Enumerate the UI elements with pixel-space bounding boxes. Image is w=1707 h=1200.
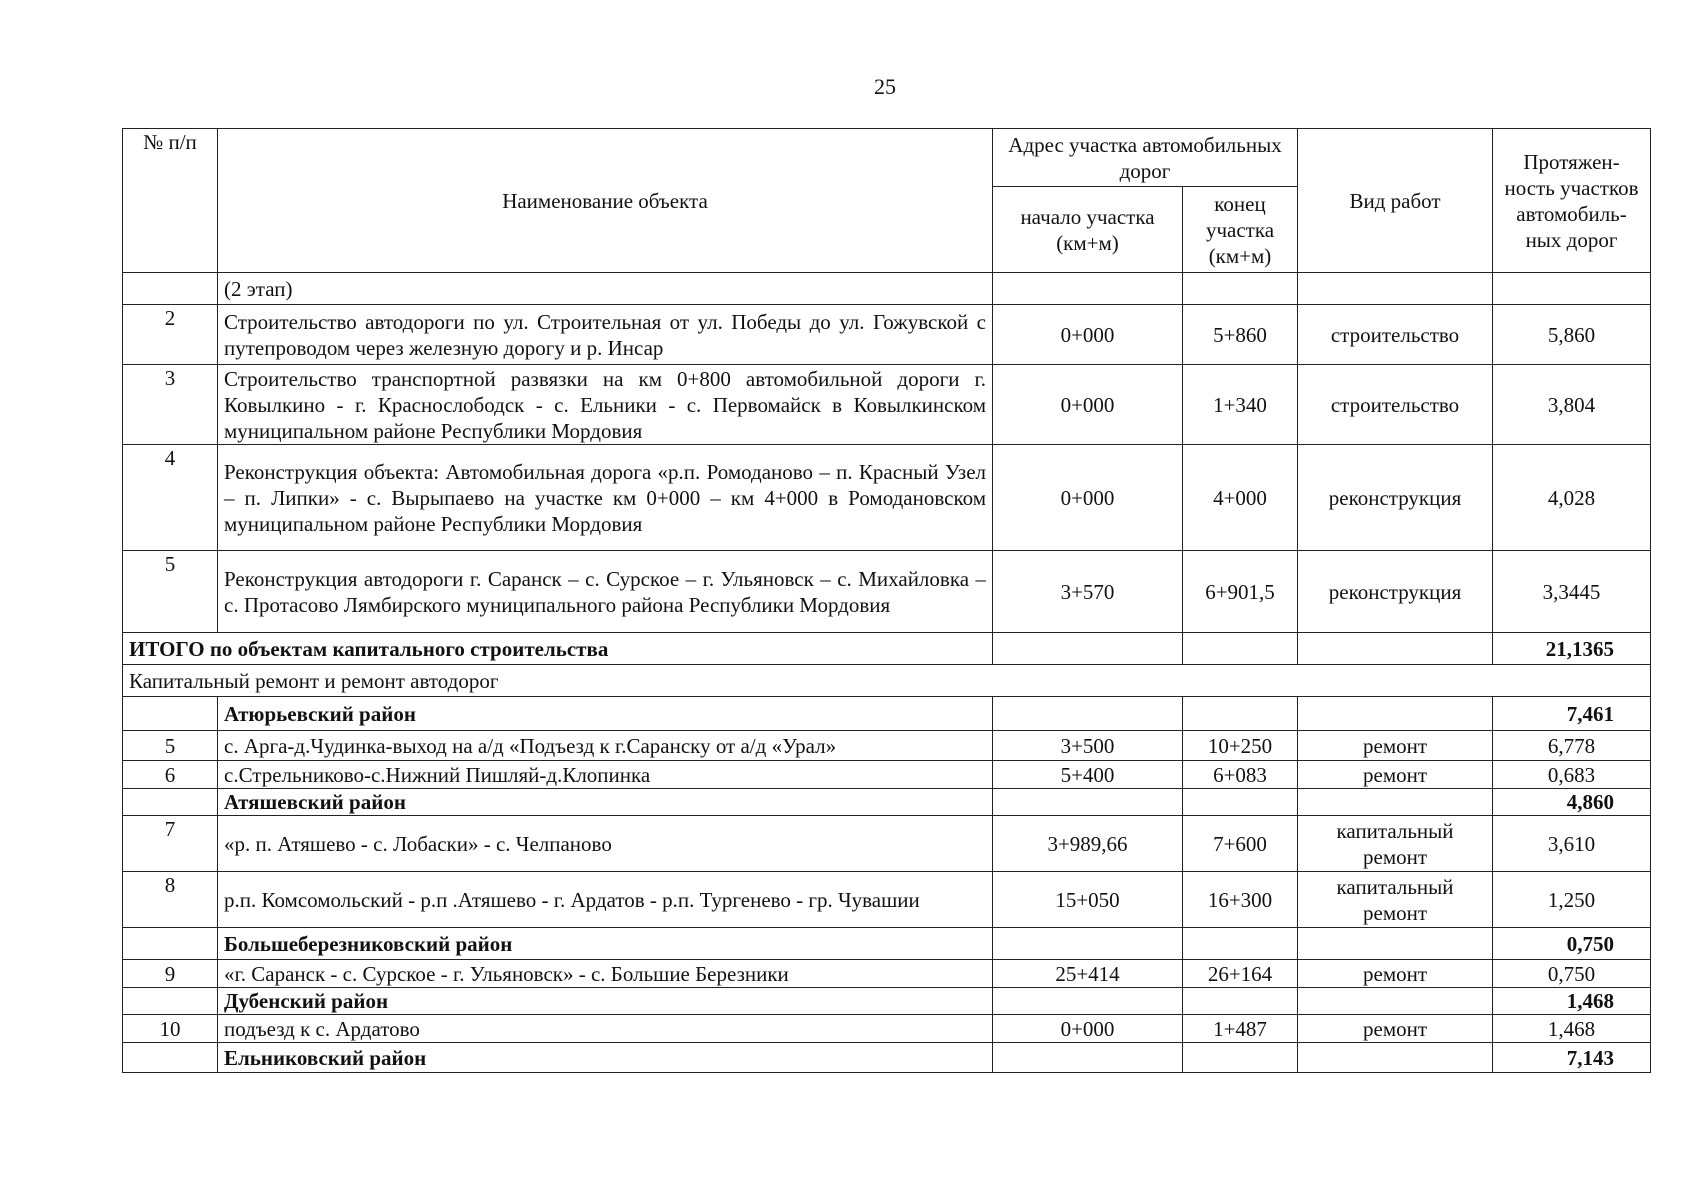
table-row [123, 872, 1651, 928]
end-km: 1+487 [1183, 1015, 1298, 1043]
total-row [123, 633, 1651, 665]
row-num: 10 [123, 1015, 218, 1043]
district-row [123, 928, 1651, 960]
object-name: Строительство транспортной развязки на км 0+800 автомобильной дороги г. Ковылкино - г. Краснослободск - с. Ельники - с. Первомайск в Ковылкинском муниципальном районе Республики Мордовия [218, 365, 993, 445]
row-num: 2 [123, 305, 218, 365]
start-km: 5+400 [993, 761, 1183, 789]
row-num: 4 [123, 445, 218, 551]
object-name: Строительство автодороги по ул. Строительная от ул. Победы до ул. Гожувской с путепроводом через железную дорогу и р. Инсар [218, 305, 993, 365]
work-type: капитальный ремонт [1298, 816, 1493, 872]
district-total: 7,143 [1493, 1043, 1651, 1073]
table-row [123, 816, 1651, 872]
object-name: подъезд к с. Ардатово [218, 1015, 993, 1043]
start-km: 0+000 [993, 1015, 1183, 1043]
table-row [123, 445, 1651, 551]
end-km: 26+164 [1183, 960, 1298, 988]
start-km: 15+050 [993, 872, 1183, 928]
start-km: 3+989,66 [993, 816, 1183, 872]
row-num: 5 [123, 731, 218, 761]
district-row [123, 789, 1651, 816]
length-value: 3,610 [1493, 816, 1651, 872]
start-km: 3+570 [993, 551, 1183, 633]
table-row [123, 365, 1651, 445]
header-end: конец участка (км+м) [1183, 187, 1298, 273]
work-type: ремонт [1298, 960, 1493, 988]
header-row [123, 129, 1651, 187]
row-num: 3 [123, 365, 218, 445]
length-value: 5,860 [1493, 305, 1651, 365]
table-row [123, 273, 1651, 305]
end-km: 7+600 [1183, 816, 1298, 872]
district-total: 4,860 [1493, 789, 1651, 816]
row-num: 5 [123, 551, 218, 633]
district-name: Атяшевский район [218, 789, 993, 816]
header-address: Адрес участка автомобильных дорог [993, 129, 1298, 187]
start-km: 3+500 [993, 731, 1183, 761]
row-num: 6 [123, 761, 218, 789]
district-row [123, 697, 1651, 731]
work-type: капитальный ремонт [1298, 872, 1493, 928]
district-row [123, 1043, 1651, 1073]
section-title: Капитальный ремонт и ремонт автодорог [123, 665, 1651, 697]
end-km: 5+860 [1183, 305, 1298, 365]
table-row [123, 305, 1651, 365]
district-name: Атюрьевский район [218, 697, 993, 731]
district-total: 7,461 [1493, 697, 1651, 731]
header-start: начало участка (км+м) [993, 187, 1183, 273]
table-row [123, 1015, 1651, 1043]
table-row [123, 761, 1651, 789]
district-total: 1,468 [1493, 988, 1651, 1015]
district-total: 0,750 [1493, 928, 1651, 960]
row-num: 8 [123, 872, 218, 928]
object-name: (2 этап) [218, 273, 993, 305]
object-name: с.Стрельниково-с.Нижний Пишляй-д.Клопинка [218, 761, 993, 789]
length-value: 0,683 [1493, 761, 1651, 789]
start-km: 0+000 [993, 365, 1183, 445]
object-name: Реконструкция автодороги г. Саранск – с. Сурское – г. Ульяновск – с. Михайловка – с. Протасово Лямбирского муниципального района Республики Мордовия [218, 551, 993, 633]
object-name: «г. Саранск - с. Сурское - г. Ульяновск» - с. Большие Березники [218, 960, 993, 988]
district-name: Ельниковский район [218, 1043, 993, 1073]
row-num: 7 [123, 816, 218, 872]
length-value: 6,778 [1493, 731, 1651, 761]
header-num: № п/п [123, 129, 218, 273]
table-row [123, 960, 1651, 988]
work-type: реконструкция [1298, 551, 1493, 633]
end-km: 6+901,5 [1183, 551, 1298, 633]
end-km: 16+300 [1183, 872, 1298, 928]
district-name: Дубенский район [218, 988, 993, 1015]
work-type: реконструкция [1298, 445, 1493, 551]
district-row [123, 988, 1651, 1015]
roads-table [122, 128, 1651, 1073]
work-type: строительство [1298, 305, 1493, 365]
header-work: Вид работ [1298, 129, 1493, 273]
object-name: «р. п. Атяшево - с. Лобаски» - с. Челпаново [218, 816, 993, 872]
length-value: 0,750 [1493, 960, 1651, 988]
district-name: Большеберезниковский район [218, 928, 993, 960]
end-km: 4+000 [1183, 445, 1298, 551]
section-row [123, 665, 1651, 697]
total-length: 21,1365 [1493, 633, 1651, 665]
length-value: 3,804 [1493, 365, 1651, 445]
length-value: 3,3445 [1493, 551, 1651, 633]
work-type: ремонт [1298, 761, 1493, 789]
object-name: с. Арга-д.Чудинка-выход на а/д «Подъезд к г.Саранску от а/д «Урал» [218, 731, 993, 761]
length-value: 1,468 [1493, 1015, 1651, 1043]
page-number: 25 [874, 74, 896, 99]
table-row [123, 551, 1651, 633]
work-type: строительство [1298, 365, 1493, 445]
work-type: ремонт [1298, 1015, 1493, 1043]
total-label: ИТОГО по объектам капитального строительства [123, 633, 993, 665]
end-km: 1+340 [1183, 365, 1298, 445]
header-length: Протяжен- ность участков автомобиль- ных дорог [1493, 129, 1651, 273]
end-km: 10+250 [1183, 731, 1298, 761]
work-type: ремонт [1298, 731, 1493, 761]
start-km: 0+000 [993, 305, 1183, 365]
length-value: 1,250 [1493, 872, 1651, 928]
header-name: Наименование объекта [218, 129, 993, 273]
start-km: 0+000 [993, 445, 1183, 551]
start-km: 25+414 [993, 960, 1183, 988]
length-value: 4,028 [1493, 445, 1651, 551]
table-row [123, 731, 1651, 761]
row-num: 9 [123, 960, 218, 988]
end-km: 6+083 [1183, 761, 1298, 789]
object-name: Реконструкция объекта: Автомобильная дорога «р.п. Ромоданово – п. Красный Узел – п. Липки» - с. Вырыпаево на участке км 0+000 – км 4+000 в Ромодановском муниципальном районе Республики Мордовия [218, 445, 993, 551]
object-name: р.п. Комсомольский - р.п .Атяшево - г. Ардатов - р.п. Тургенево - гр. Чувашии [218, 872, 993, 928]
